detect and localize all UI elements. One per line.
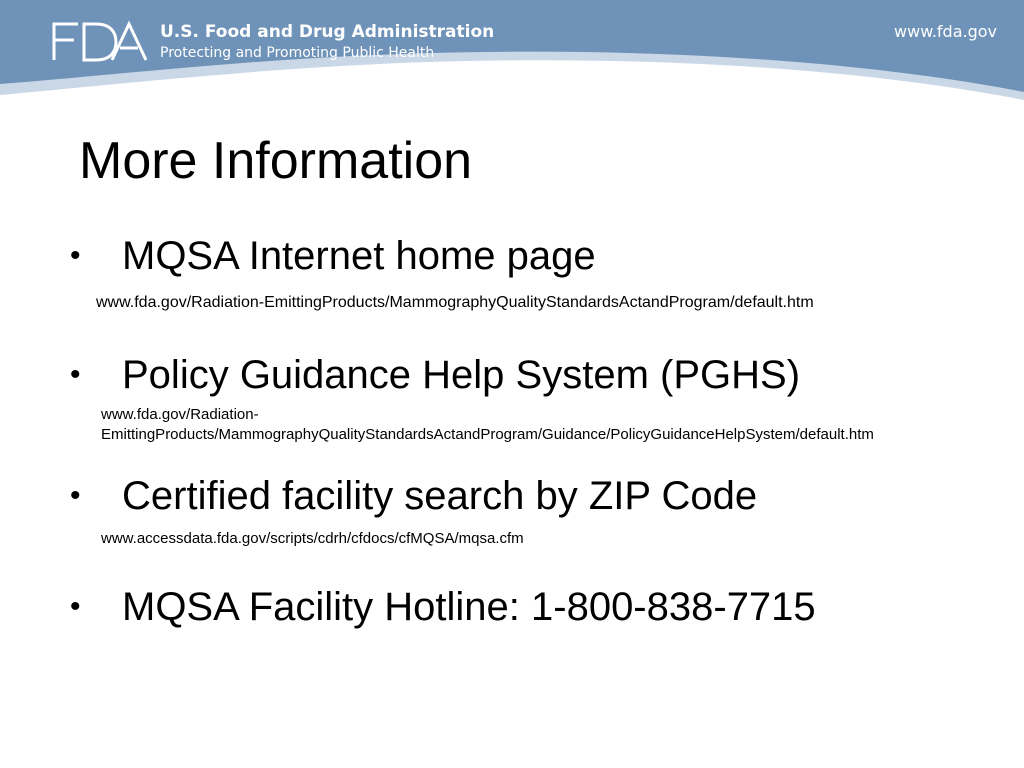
bullet-hotline bbox=[70, 584, 816, 630]
pghs-link[interactable] bbox=[101, 405, 874, 446]
bullet-mqsa-home bbox=[70, 233, 596, 279]
link-line: www.fda.gov/Radiation- bbox=[101, 406, 259, 423]
bullet-facility-search bbox=[70, 473, 757, 519]
bullet-dot-icon: • bbox=[70, 590, 81, 623]
link-line: EmittingProducts/MammographyQualityStandardsActandProgram/Guidance/PolicyGuidanceHelpSystem/default.htm bbox=[101, 426, 874, 444]
mqsa-home-link[interactable] bbox=[96, 292, 814, 314]
header-banner bbox=[0, 0, 1024, 120]
bullet-label: Policy Guidance Help System (PGHS) bbox=[122, 353, 801, 397]
page-title: More Information bbox=[79, 132, 473, 190]
bullet-label: MQSA Facility Hotline: 1-800-838-7715 bbox=[122, 585, 816, 629]
bullet-pghs bbox=[70, 352, 800, 398]
bullet-dot-icon: • bbox=[70, 358, 81, 391]
bullet-label: Certified facility search by ZIP Code bbox=[122, 474, 758, 518]
agency-tagline: Protecting and Promoting Public Health bbox=[160, 45, 435, 61]
site-url[interactable]: www.fda.gov bbox=[894, 22, 997, 41]
agency-name: U.S. Food and Drug Administration bbox=[160, 22, 495, 42]
link-line: www.fda.gov/Radiation-EmittingProducts/MammographyQualityStandardsActandProgram/default.htm bbox=[96, 294, 814, 311]
bullet-label: MQSA Internet home page bbox=[122, 234, 596, 278]
bullet-dot-icon: • bbox=[70, 479, 81, 512]
fda-logo-icon bbox=[50, 20, 148, 64]
bullet-dot-icon: • bbox=[70, 239, 81, 272]
facility-search-link[interactable] bbox=[101, 529, 524, 549]
link-line: www.accessdata.fda.gov/scripts/cdrh/cfdocs/cfMQSA/mqsa.cfm bbox=[101, 530, 524, 547]
